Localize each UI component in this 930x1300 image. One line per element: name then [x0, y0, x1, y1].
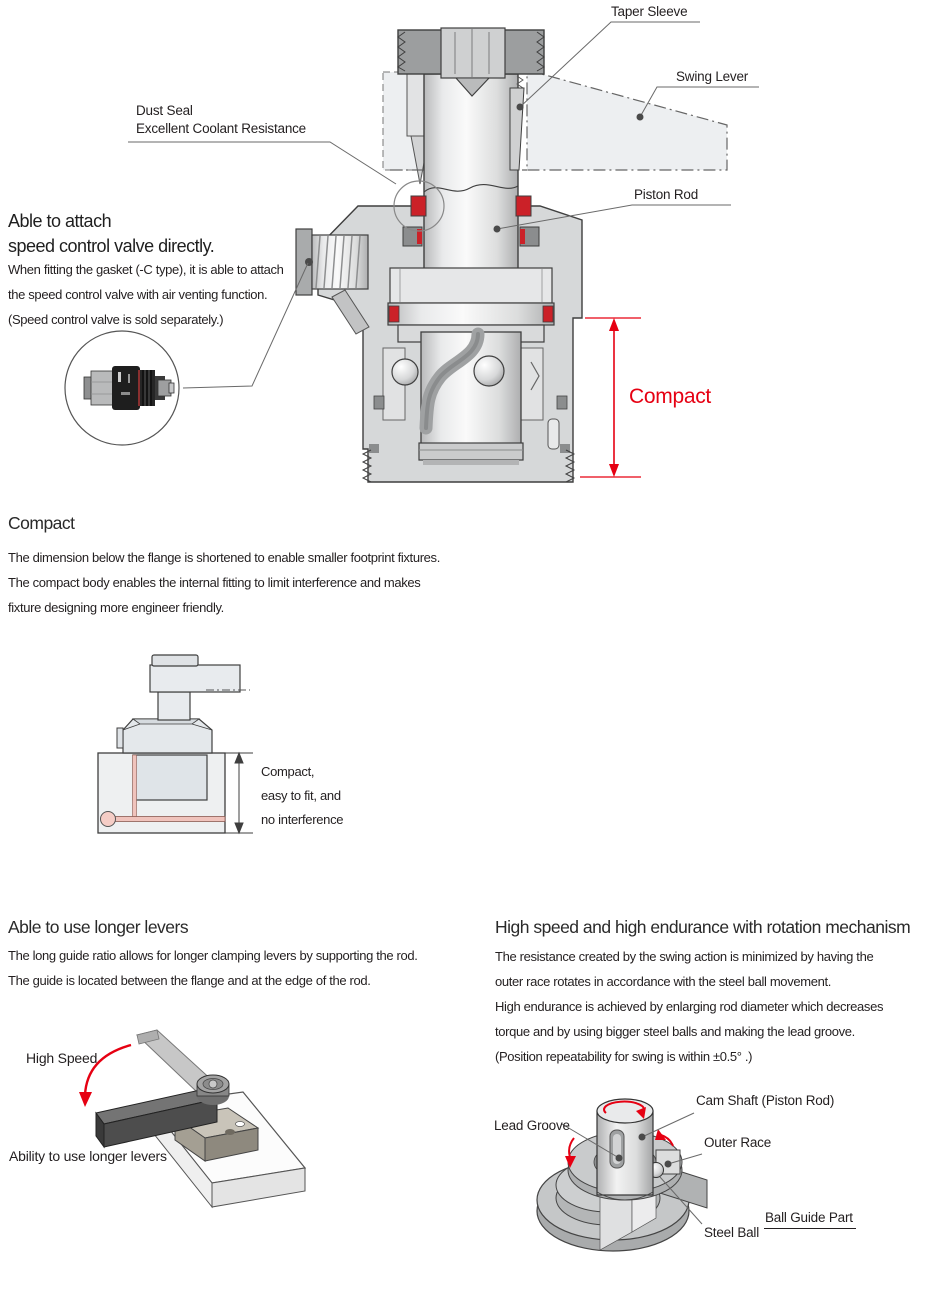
callout-ball-guide-part: Ball Guide Part — [764, 1210, 856, 1229]
levers-section-heading: Able to use longer levers — [8, 917, 189, 937]
callout-swing-lever: Swing Lever — [676, 69, 749, 84]
compact-body-line3: fixture designing more engineer friendly. — [8, 600, 224, 615]
rotation-body-line3: High endurance is achieved by enlarging rod diameter which decreases — [495, 999, 884, 1014]
rotation-body-line1: The resistance created by the swing action is minimized by having the — [495, 949, 874, 964]
callout-dust-seal-line1: Dust Seal — [136, 103, 193, 118]
rotation-section-heading: High speed and high endurance with rotation mechanism — [495, 917, 911, 937]
valve-feature-heading-line1: Able to attach — [8, 211, 112, 231]
compact-section-heading: Compact — [8, 513, 75, 533]
rotation-body-line2: outer race rotates in accordance with the steel ball movement. — [495, 974, 831, 989]
taper-sleeve-dot — [517, 104, 524, 111]
outer-race-dot — [665, 1161, 672, 1168]
compact-body-line1: The dimension below the flange is shortened to enable smaller footprint fixtures. — [8, 550, 440, 565]
steel-ball-left — [392, 359, 418, 385]
rotation-body-line5: (Position repeatability for swing is within ±0.5° .) — [495, 1049, 753, 1064]
compact-body-line2: The compact body enables the internal fitting to limit interference and makes — [8, 575, 421, 590]
valve-feature-body-line2: the speed control valve with air venting function. — [8, 287, 268, 302]
cam-shaft-dot — [639, 1134, 646, 1141]
taper-sleeve-shape — [510, 88, 524, 170]
valve-feature-body-line1: When fitting the gasket (-C type), it is able to attach — [8, 262, 284, 277]
label-high-speed: High Speed — [26, 1050, 98, 1066]
speed-control-valve-photo — [65, 331, 179, 445]
levers-body-line1: The long guide ratio allows for longer clamping levers by supporting the rod. — [8, 948, 418, 963]
swing-lever-dot — [637, 114, 644, 121]
compact-height-arrow — [225, 753, 253, 833]
callout-lead-groove: Lead Groove — [494, 1118, 570, 1133]
rotation-body-line4: torque and by using bigger steel balls and making the lead groove. — [495, 1024, 855, 1039]
compact-note-line3: no interference — [261, 812, 344, 827]
pivot-nut — [197, 1075, 229, 1105]
callout-steel-ball: Steel Ball — [704, 1225, 760, 1240]
compact-dimension-label: Compact — [629, 385, 711, 408]
callout-taper-sleeve: Taper Sleeve — [611, 4, 688, 19]
compact-note-line2: easy to fit, and — [261, 788, 341, 803]
valve-feature-body-line3: (Speed control valve is sold separately.) — [8, 312, 224, 327]
callout-piston-rod: Piston Rod — [634, 187, 699, 202]
piston-rod-shape — [424, 74, 523, 270]
callout-cam-shaft: Cam Shaft (Piston Rod) — [696, 1093, 835, 1108]
valve-feature-heading-line2: speed control valve directly. — [8, 236, 215, 256]
port-leader-dot — [305, 258, 313, 266]
piston-rod-dot — [494, 226, 501, 233]
label-ability-longer-levers: Ability to use longer levers — [9, 1148, 167, 1164]
callout-outer-race: Outer Race — [704, 1135, 772, 1150]
compact-note-line1: Compact, — [261, 764, 315, 779]
levers-body-line2: The guide is located between the flange and at the edge of the rod. — [8, 973, 371, 988]
callout-dust-seal-line2: Excellent Coolant Resistance — [136, 121, 306, 136]
rotation-mechanism-diagram — [470, 1080, 930, 1300]
lead-groove-dot — [616, 1155, 623, 1162]
compact-fixture-diagram — [0, 640, 460, 850]
steel-ball-right — [474, 356, 504, 386]
